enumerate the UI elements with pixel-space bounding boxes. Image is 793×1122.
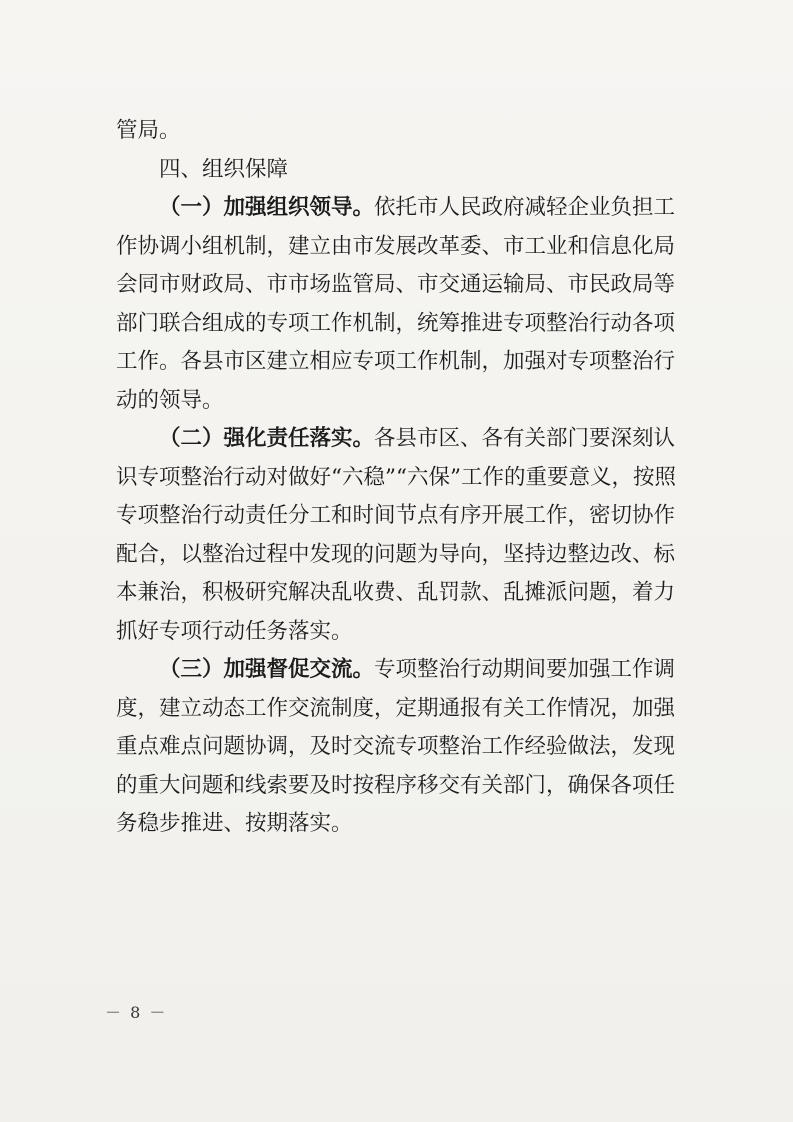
text-line (116, 189, 696, 228)
page-number: － 8 － (105, 1003, 168, 1022)
text-line (116, 266, 696, 305)
text-line (116, 805, 696, 844)
body-text: 依托市人民政府减轻企业负担工 (374, 195, 676, 220)
body-text: 本兼治，积极研究解决乱收费、乱罚款、乱摊派问题，着力 (116, 580, 676, 605)
text-line (116, 228, 696, 267)
text-line (116, 382, 696, 421)
text-line (116, 651, 696, 690)
text-line (116, 420, 696, 459)
text-line (116, 536, 696, 575)
body-text: 四、组织保障 (159, 156, 289, 182)
body-text: 重点难点问题协调，及时交流专项整治工作经验做法，发现 (116, 734, 676, 759)
body-text: 务稳步推进、按期落实。 (116, 811, 353, 836)
body-text: 动的领导。 (116, 387, 224, 413)
body-text: 度，建立动态工作交流制度，定期通报有关工作情况，加强 (116, 695, 676, 721)
text-line (116, 343, 696, 382)
text-line (116, 613, 696, 652)
body-text: 管局。 (116, 118, 181, 143)
body-text: 抓好专项行动任务落实。 (116, 618, 353, 644)
text-line (116, 459, 696, 498)
text-line (116, 574, 696, 613)
section-heading: （二）强化责任落实。 (159, 426, 375, 451)
body-text: 配合，以整治过程中发现的问题为导向，坚持边整边改、标 (116, 541, 676, 567)
section-heading: （一）加强组织领导。 (159, 195, 375, 220)
section-heading: （三）加强督促交流。 (159, 657, 375, 682)
text-line (116, 767, 696, 806)
text-line (116, 728, 696, 767)
body-text: 作协调小组机制，建立由市发展改革委、市工业和信息化局 (116, 233, 676, 259)
body-text: 专项整治行动期间要加强工作调 (374, 657, 676, 682)
text-line (116, 690, 696, 729)
body-text: 各县市区、各有关部门要深刻认 (374, 426, 676, 451)
text-line (116, 305, 696, 344)
document-body (116, 112, 696, 844)
body-text: 专项整治行动责任分工和时间节点有序开展工作，密切协作 (116, 503, 676, 528)
body-text: 会同市财政局、市市场监管局、市交通运输局、市民政局等 (116, 272, 676, 297)
text-line (116, 151, 696, 190)
body-text: 识专项整治行动对做好“六稳”“六保”工作的重要意义，按照 (116, 464, 676, 490)
body-text: 的重大问题和线索要及时按程序移交有关部门，确保各项任 (116, 772, 676, 798)
text-line (116, 497, 696, 536)
body-text: 工作。各县市区建立相应专项工作机制，加强对专项整治行 (116, 349, 676, 374)
text-line (116, 112, 696, 151)
body-text: 部门联合组成的专项工作机制，统筹推进专项整治行动各项 (116, 310, 676, 336)
